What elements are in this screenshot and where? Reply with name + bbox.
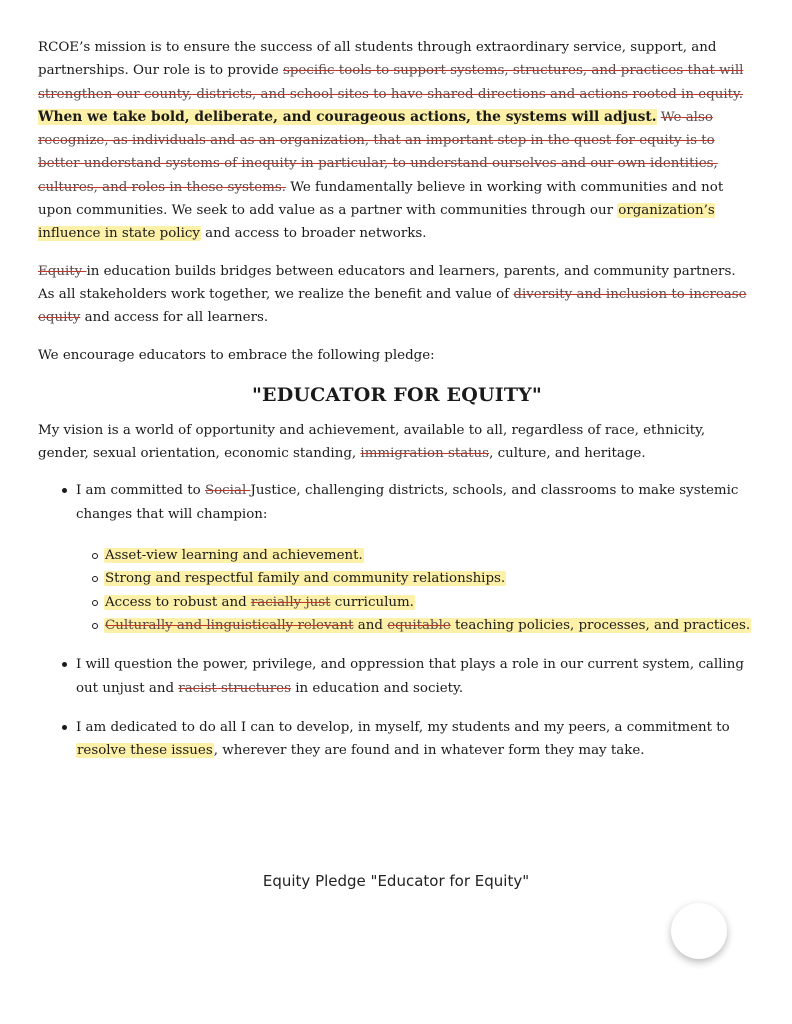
bullet-text: I am dedicated to do all I can to develop, in myself, my students and my peers, a commitment to: [76, 719, 730, 735]
deleted-text: We also recognize, as individuals and as an organization, that an important step in the quest for equity is to better understand systems of inequity in particular, to understand ourselves and our own identities, cultures, and roles in these systems.: [38, 109, 718, 195]
vision-text: My vision is a world of opportunity and achievement, available to all, regardless of race, ethnicity, gender, sexual orientation, economic standing,: [38, 422, 706, 462]
list-item: [104, 591, 756, 614]
list-item: [104, 544, 756, 567]
bullet-text: Justice, challenging districts, schools, and classrooms to make systemic changes that will champion:: [76, 483, 739, 522]
equity-text: and access for all learners.: [80, 310, 269, 326]
list-item: [76, 653, 756, 700]
floating-action-button[interactable]: [671, 903, 727, 959]
highlighted-item: [104, 618, 751, 633]
highlighted-text: organization’s influence in state policy: [38, 203, 715, 242]
document-page: [38, 36, 756, 778]
mission-text: and access to broader networks.: [200, 226, 427, 242]
bullet-text: , wherever they are found and in whatever form they may take.: [213, 743, 645, 759]
deleted-text: Social: [204, 483, 251, 499]
list-item: [76, 479, 756, 637]
mission-text: RCOE’s mission is to ensure the success of all students through extraordinary service, support, and partnerships. Our role is to provide: [38, 40, 717, 79]
highlighted-text: resolve these issues: [77, 743, 213, 759]
deleted-text: equitable: [387, 617, 451, 633]
champion-list: [76, 544, 756, 637]
vision-text: , culture, and heritage.: [489, 446, 646, 462]
list-item: [104, 614, 756, 637]
bullet-text: I will question the power, privilege, and oppression that plays a role in our current system, calling out unjust and: [76, 657, 744, 696]
bullet-text: in education and society.: [290, 680, 464, 696]
highlighted-item: [104, 595, 415, 610]
vision-paragraph: [38, 419, 756, 466]
deleted-text: diversity and inclusion to increase equity: [38, 286, 747, 326]
deleted-text: racially just: [250, 594, 331, 610]
mission-paragraph: [38, 36, 756, 246]
highlighted-text: Strong and respectful family and community relationships.: [105, 571, 506, 587]
highlighted-text: When we take bold, deliberate, and courageous actions, the systems will adjust.: [38, 108, 657, 125]
deleted-text: racist structures: [178, 680, 291, 696]
bullet-text: I am committed to: [76, 483, 205, 499]
list-item: [76, 716, 756, 763]
pledge-heading: "EDUCATOR FOR EQUITY": [251, 383, 543, 406]
equity-text: in education builds bridges between educators and learners, parents, and community partners. As all stakeholders work together, we realize the benefit and value of: [38, 263, 736, 302]
deleted-text: Culturally and linguistically relevant: [105, 617, 354, 633]
item-text: Access to robust and: [105, 594, 251, 610]
deleted-text: specific tools to support systems, structures, and practices that will strengthen our county, districts, and school sites to have shared directions and actions rooted in equity.: [38, 63, 744, 102]
deleted-text: Equity: [38, 263, 87, 279]
deleted-text: immigration status: [360, 446, 490, 462]
page-caption: Equity Pledge "Educator for Equity": [262, 872, 530, 890]
pledge-intro: We encourage educators to embrace the following pledge:: [38, 347, 435, 363]
highlighted-text: Asset-view learning and achievement.: [105, 548, 363, 564]
item-text: teaching policies, processes, and practices.: [450, 617, 751, 633]
list-item: [104, 567, 756, 590]
pledge-list: [38, 479, 756, 762]
equity-paragraph: [38, 260, 756, 330]
item-text: and: [353, 617, 388, 633]
mission-text: We fundamentally believe in working with communities and not upon communities. We seek to add value as a partner with communities through our: [38, 179, 724, 219]
item-text: curriculum.: [330, 594, 414, 610]
